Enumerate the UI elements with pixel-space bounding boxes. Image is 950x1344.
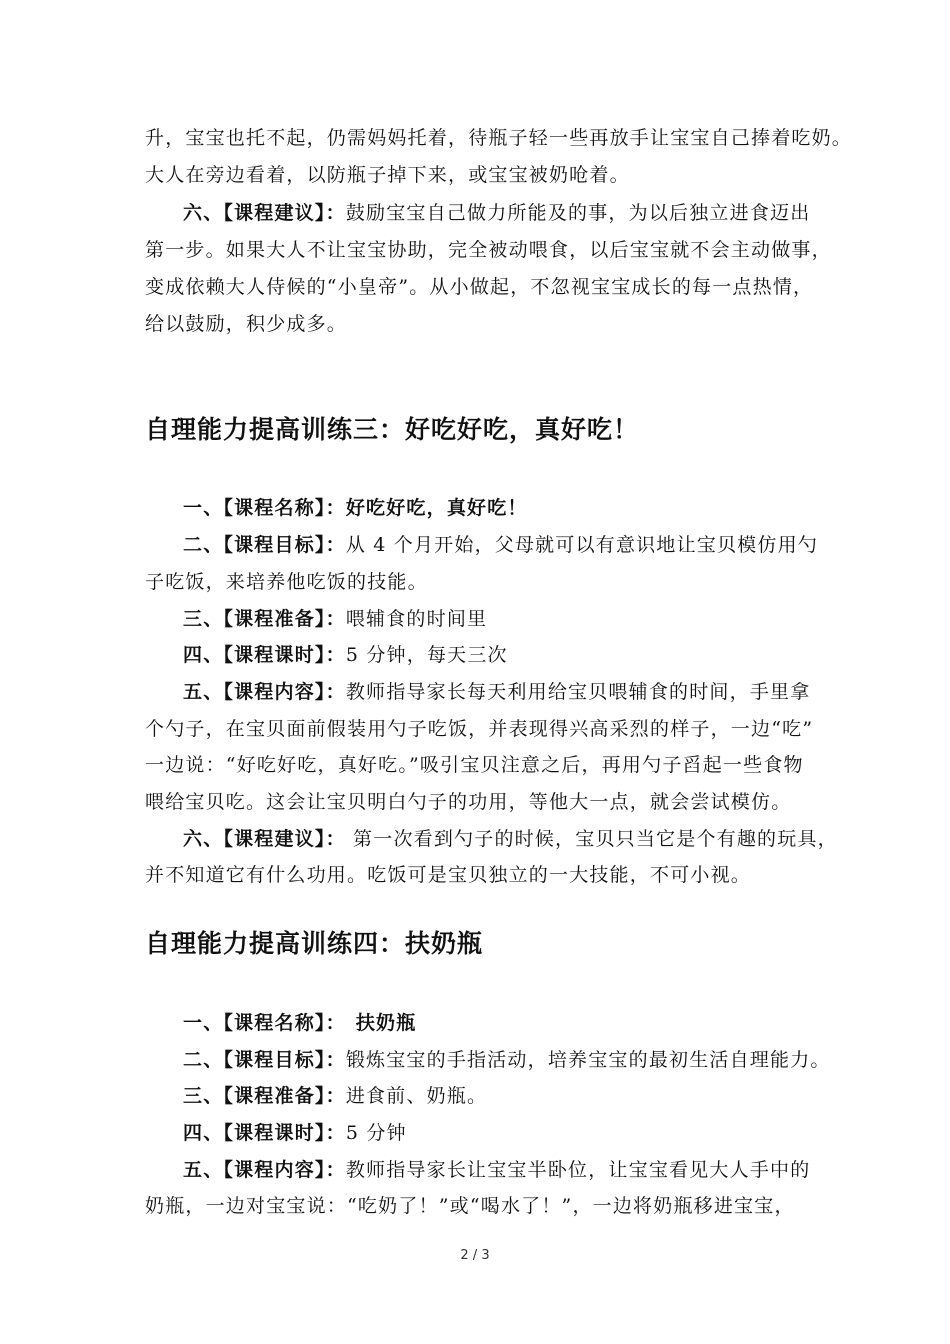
field-label: 三、【课程准备】：: [183, 1085, 346, 1107]
field-value: 教师指导家长让宝宝半卧位，让宝宝看见大人手中的: [345, 1159, 811, 1181]
course-name-line: [183, 495, 528, 521]
paragraph-line: 子吃饭，来培养他吃饭的技能。: [145, 571, 428, 593]
section-heading: 自理能力提高训练三：好吃好吃，真好吃！: [145, 415, 640, 444]
paragraph-line: 个勺子，在宝贝面前假装用勺子吃饭，并表现得兴高采烈的样子，一边“吃”: [145, 718, 814, 740]
field-value: 喂辅食的时间里: [345, 608, 488, 630]
paragraph-line: 变成依赖大人侍候的“小皇帝”。从小做起，不忽视宝宝成长的每一点热情，: [145, 276, 814, 298]
field-label: 一、【课程名称】：: [183, 497, 346, 519]
paragraph-line: 大人在旁边看着，以防瓶子掉下来，或宝宝被奶呛着。: [145, 164, 630, 186]
field-value: 5 分钟: [345, 1122, 407, 1144]
field-value: 5 分钟，每天三次: [345, 644, 508, 666]
course-goal-line: [183, 1047, 831, 1073]
field-label: 二、【课程目标】：: [183, 534, 346, 556]
field-label: 四、【课程课时】：: [183, 1122, 346, 1144]
field-value: 扶奶瓶: [355, 1012, 417, 1034]
paragraph-line: 并不知道它有什么功用。吃饭可是宝贝独立的一大技能，不可小视。: [145, 864, 752, 886]
course-content-line: [183, 1157, 810, 1183]
paragraph-line: 喂给宝贝吃。这会让宝贝明白勺子的功用，等他大一点，就会尝试模仿。: [145, 791, 792, 813]
course-prep-line: [183, 606, 487, 632]
field-value: 第一次看到勺子的时候，宝贝只当它是个有趣的玩具，: [345, 828, 838, 850]
course-goal-line: [183, 532, 818, 558]
course-time-line: [183, 1120, 407, 1146]
course-time-line: [183, 642, 508, 668]
field-value: 教师指导家长每天利用给宝贝喂辅食的时间，手里拿: [345, 681, 811, 703]
page-number: 2 / 3: [460, 1248, 490, 1263]
section-heading: 自理能力提高训练四：扶奶瓶: [145, 929, 484, 958]
paragraph-line: 升，宝宝也托不起，仍需妈妈托着，待瓶子轻一些再放手让宝宝自己捧着吃奶。: [145, 127, 853, 149]
course-advice-line: [183, 826, 838, 852]
field-value: 好吃好吃，真好吃！: [345, 497, 528, 519]
field-value: 锻炼宝宝的手指活动，培养宝宝的最初生活自理能力。: [345, 1049, 831, 1071]
field-value: 从 4 个月开始，父母就可以有意识地让宝贝模仿用勺: [345, 534, 818, 556]
suggestion-text: 鼓励宝宝自己做力所能及的事，为以后独立进食迈出: [345, 202, 811, 224]
paragraph-line: 一边说：“好吃好吃，真好吃。”吸引宝贝注意之后，再用勺子舀起一些食物: [145, 754, 804, 776]
course-name-line: [183, 1010, 416, 1036]
field-value: 进食前、奶瓶。: [345, 1085, 488, 1107]
course-prep-line: [183, 1083, 487, 1109]
field-label: 五、【课程内容】：: [183, 1159, 346, 1181]
field-label: 二、【课程目标】：: [183, 1049, 346, 1071]
field-label: 一、【课程名称】：: [183, 1012, 346, 1034]
field-label: 三、【课程准备】：: [183, 608, 346, 630]
suggestion-line: [183, 200, 810, 226]
paragraph-line: 给以鼓励，积少成多。: [145, 313, 348, 335]
paragraph-line: 第一步。如果大人不让宝宝协助，完全被动喂食，以后宝宝就不会主动做事，: [145, 239, 832, 261]
field-label: 四、【课程课时】：: [183, 644, 346, 666]
course-content-line: [183, 679, 810, 705]
field-label: 五、【课程内容】：: [183, 681, 346, 703]
field-label: 六、【课程建议】：: [183, 828, 346, 850]
suggestion-label: 六、【课程建议】：: [183, 202, 346, 224]
paragraph-line: 奶瓶，一边对宝宝说：“吃奶了！”或“喝水了！”，一边将奶瓶移进宝宝，: [145, 1195, 795, 1217]
